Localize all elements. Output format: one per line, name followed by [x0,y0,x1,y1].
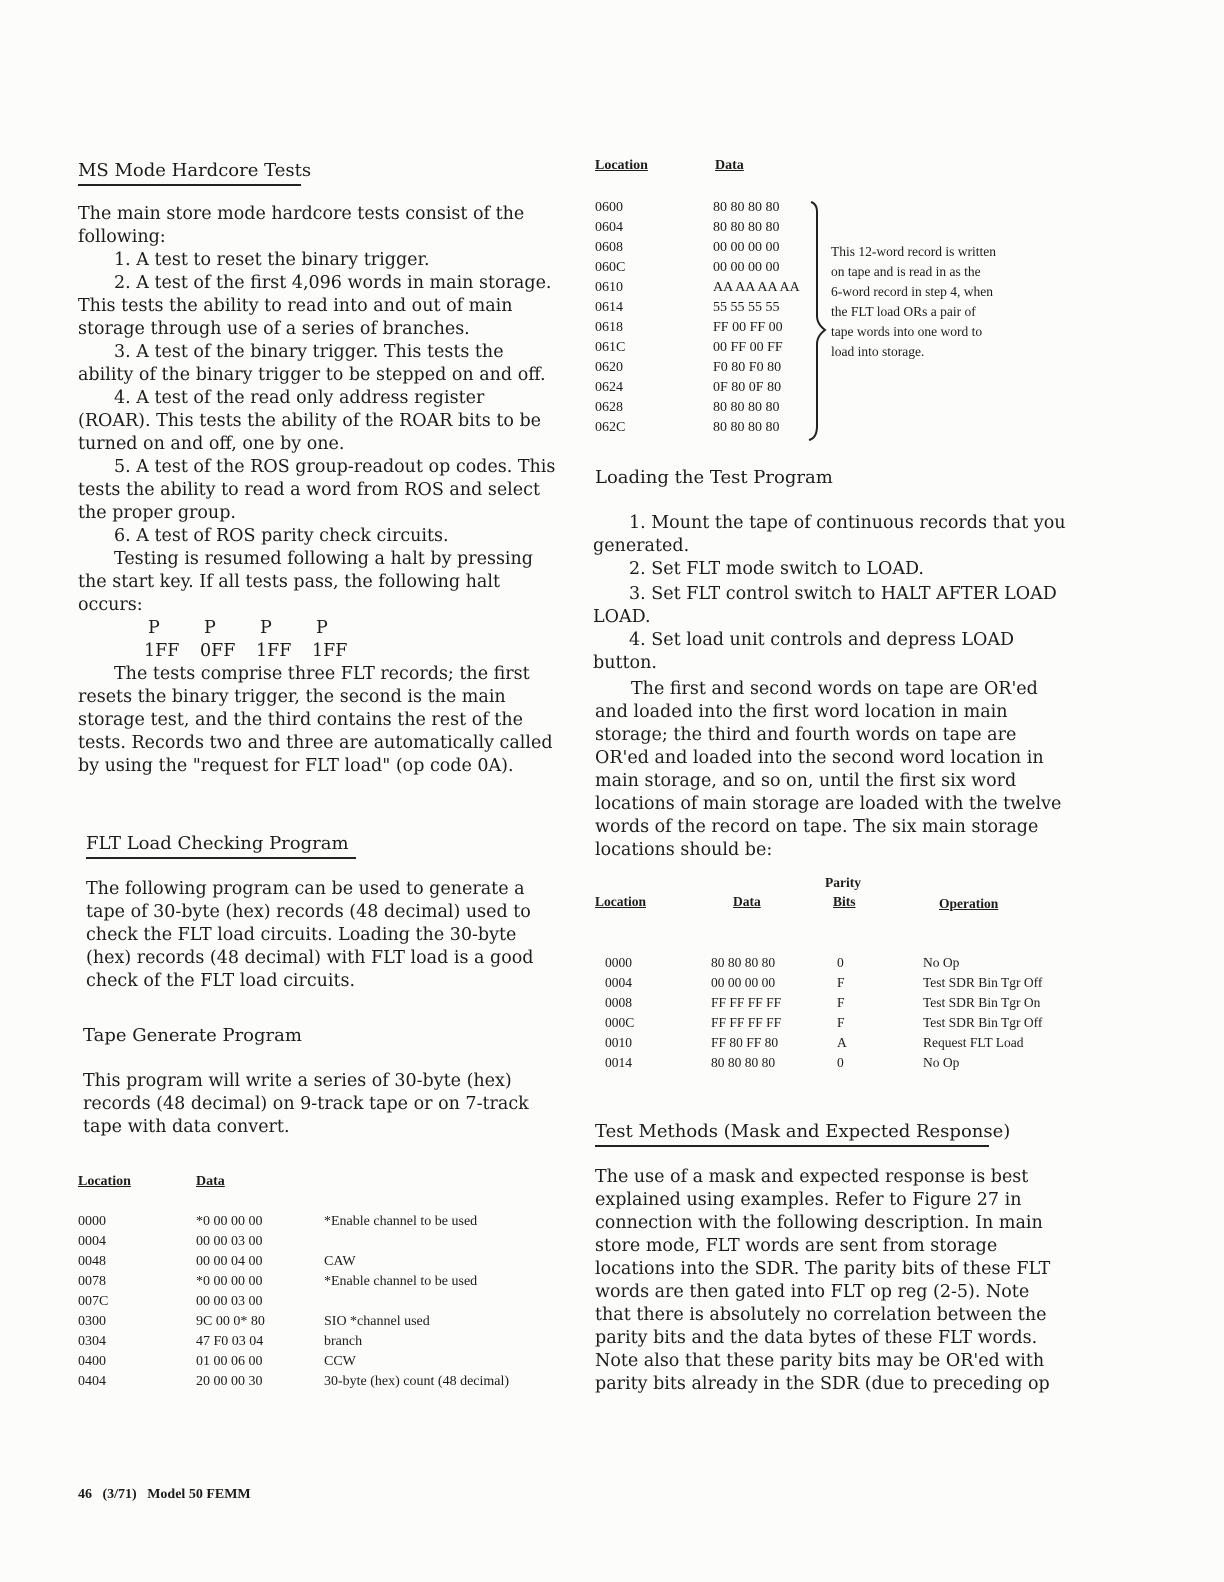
table-cell-data: 00 00 03 00 [196,1294,263,1309]
column-header-operation: Operation [939,896,999,911]
ms-item-5: 5. A test of the ROS group-readout op codes. This tests the ability to read a word from ROS and select the proper group. [78,457,556,523]
halt-code: 1FF [144,641,180,661]
ms-item-6: 6. A test of ROS parity check circuits. [114,526,449,546]
storage-table [595,872,1075,1082]
section-heading-flt-load: FLT Load Checking Program [86,833,356,859]
table-cell-location: 0004 [78,1234,106,1249]
table-cell-data: 00 00 00 00 [711,975,776,990]
table-cell-data: 00 00 03 00 [196,1234,263,1249]
table-cell-location: 0614 [595,300,623,315]
column-header-data: Data [733,894,761,909]
test-methods-para: The use of a mask and expected response is best explained using examples. Refer to Figure 27 in connection with the following description. In main store mode, FLT words are sent from storage locations into the SDR. The parity bits of these FLT words are then gated into FLT op reg (2-5). Note that there is absolutely no correlation between the parity bits and the data bytes of these FLT words. Note also that these parity bits may be OR'ed with parity bits already in the SDR (due to preceding op [595,1167,1051,1394]
record-brace [807,198,831,444]
table-cell-data: FF 80 FF 80 [711,1035,779,1050]
table-cell-data: *0 00 00 00 [196,1214,263,1229]
loading-step-1: 1. Mount the tape of continuous records that you generated. [593,513,1066,556]
page-number: 46 [78,1487,92,1502]
loading-para: The first and second words on tape are OR'ed and loaded into the first word location in main storage; the third and fourth words on tape are OR'ed and loaded into the second word location in main storage, and so on, until the first six word locations of main storage are loaded with the twelve words of the record on tape. The six main storage locations should be: [595,679,1062,860]
table-cell-note: branch [324,1334,363,1349]
column-header-location: Location [78,1174,131,1189]
table-cell-note: *Enable channel to be used [324,1274,478,1289]
brace-note-line: 6-word record in step 4, when [831,284,993,299]
ms-records-para: The tests comprise three FLT records; the first resets the binary trigger, the second is the main storage test, and the third contains the rest of the tests. Records two and three are automatically called by using the "request for FLT load" (op code 0A). [78,664,553,776]
table-cell-location: 0404 [78,1374,106,1389]
brace-note-line: the FLT load ORs a pair of [831,304,976,319]
table-cell-location: 0008 [605,995,632,1010]
ms-resume: Testing is resumed following a halt by pressing the start key. If all tests pass, the following halt occurs: [78,549,534,615]
table-cell-operation: No Op [923,955,960,970]
brace-note-line: on tape and is read in as the [831,264,981,279]
table-cell-data: 01 00 06 00 [196,1354,263,1369]
section-heading-test-methods: Test Methods (Mask and Expected Response) [595,1121,989,1147]
table-cell-data: FF FF FF FF [711,995,782,1010]
brace-note-line: tape words into one word to [831,324,983,339]
table-cell-location: 0620 [595,360,623,375]
table-cell-parity: F [837,975,845,990]
halt-p: P [260,618,272,638]
table-cell-data: 80 80 80 80 [713,400,780,415]
halt-code: 1FF [256,641,292,661]
table-cell-operation: No Op [923,1055,960,1070]
section-heading-ms-mode: MS Mode Hardcore Tests [78,160,301,186]
ms-item-4: 4. A test of the read only address register (ROAR). This tests the ability of the ROAR bits to be turned on and off, one by one. [78,388,542,454]
table-cell-data: *0 00 00 00 [196,1274,263,1289]
table-cell-location: 060C [595,260,626,275]
ms-intro: The main store mode hardcore tests consist of the following: [78,204,525,247]
halt-p: P [316,618,328,638]
section-heading-loading: Loading the Test Program [595,467,833,488]
tape-generate-para: This program will write a series of 30-byte (hex) records (48 decimal) on 9-track tape or on 7-track tape with data convert. [83,1071,529,1137]
table-cell-parity: 0 [837,955,844,970]
table-cell-location: 000C [605,1015,635,1030]
table-cell-location: 0400 [78,1354,106,1369]
table-cell-location: 0610 [595,280,623,295]
table-cell-data: FF 00 FF 00 [713,320,783,335]
loading-step-4: 4. Set load unit controls and depress LOAD button. [593,630,1015,673]
table-cell-data: 80 80 80 80 [711,1055,776,1070]
table-cell-data: 55 55 55 55 [713,300,780,315]
brace-note-line: load into storage. [831,344,925,359]
table-cell-data: 00 00 00 00 [713,260,780,275]
table-cell-location: 0010 [605,1035,632,1050]
table-cell-note: CAW [324,1254,356,1269]
table-cell-parity: A [837,1035,847,1050]
table-cell-data: FF FF FF FF [711,1015,782,1030]
loading-step-2: 2. Set FLT mode switch to LOAD. [629,559,924,579]
table-cell-operation: Test SDR Bin Tgr Off [923,975,1043,990]
table-cell-data: 80 80 80 80 [711,955,776,970]
table-cell-data: 0F 80 0F 80 [713,380,782,395]
table-cell-note: CCW [324,1354,356,1369]
table-cell-note: SIO *channel used [324,1314,430,1329]
table-cell-parity: 0 [837,1055,844,1070]
table-cell-data: 20 00 00 30 [196,1374,263,1389]
table-cell-data: 9C 00 0* 80 [196,1314,265,1329]
table-cell-data: 00 00 04 00 [196,1254,263,1269]
document-title: Model 50 FEMM [147,1487,251,1502]
table-cell-parity: F [837,995,845,1010]
table-cell-location: 0048 [78,1254,106,1269]
table-cell-location: 0078 [78,1274,106,1289]
column-header-data: Data [196,1174,225,1189]
halt-code: 1FF [312,641,348,661]
table-cell-location: 0300 [78,1314,106,1329]
table-cell-location: 0304 [78,1334,106,1349]
table-cell-location: 0000 [78,1214,106,1229]
table-cell-location: 0600 [595,200,623,215]
table-cell-location: 061C [595,340,626,355]
halt-code: 0FF [200,641,236,661]
loading-step-3: 3. Set FLT control switch to HALT AFTER LOAD LOAD. [593,584,1057,627]
flt-load-para: The following program can be used to generate a tape of 30-byte (hex) records (48 decimal) used to check the FLT load circuits. Loading the 30-byte (hex) records (48 decimal) with FLT load is a good check of the FLT load circuits. [86,879,534,991]
brace-note [831,242,996,362]
column-header-data: Data [715,158,744,173]
table-cell-location: 0624 [595,380,623,395]
table-cell-operation: Request FLT Load [923,1035,1024,1050]
table-cell-data: 80 80 80 80 [713,200,780,215]
table-cell-data: 00 00 00 00 [713,240,780,255]
tape-program-table [78,1174,558,1404]
table-cell-data: AA AA AA AA [713,280,800,295]
table-cell-location: 0014 [605,1055,632,1070]
table-cell-parity: F [837,1015,845,1030]
table-cell-data: 47 F0 03 04 [196,1334,264,1349]
table-cell-data: 00 FF 00 FF [713,340,783,355]
page-footer [78,1487,251,1503]
table-cell-note: *Enable channel to be used [324,1214,478,1229]
column-header-location: Location [595,158,648,173]
table-cell-location: 0000 [605,955,632,970]
ms-item-1: 1. A test to reset the binary trigger. [114,250,430,270]
table-cell-data: 80 80 80 80 [713,220,780,235]
section-heading-tape-generate: Tape Generate Program [83,1025,302,1046]
ms-item-2: 2. A test of the first 4,096 words in main storage. This tests the ability to read into and out of main storage through use of a series of branches. [78,273,552,339]
table-cell-location: 0628 [595,400,623,415]
halt-p: P [148,618,160,638]
table-cell-operation: Test SDR Bin Tgr On [923,995,1041,1010]
brace-note-line: This 12-word record is written [831,244,996,259]
table-cell-operation: Test SDR Bin Tgr Off [923,1015,1043,1030]
table-cell-location: 007C [78,1294,109,1309]
table-cell-location: 0004 [605,975,632,990]
table-cell-location: 0608 [595,240,623,255]
table-cell-location: 0618 [595,320,623,335]
record-table [595,158,1095,448]
table-cell-note: 30-byte (hex) count (48 decimal) [324,1374,510,1389]
table-cell-data: 80 80 80 80 [713,420,780,435]
column-header-parity: Parity [825,875,861,890]
halt-p: P [204,618,216,638]
ms-item-3: 3. A test of the binary trigger. This tests the ability of the binary trigger to be stepped on and off. [78,342,546,385]
table-cell-data: F0 80 F0 80 [713,360,782,375]
table-cell-location: 062C [595,420,626,435]
column-header-location: Location [595,894,647,909]
column-header-bits: Bits [833,894,856,909]
table-cell-location: 0604 [595,220,623,235]
page-date: (3/71) [102,1487,137,1502]
